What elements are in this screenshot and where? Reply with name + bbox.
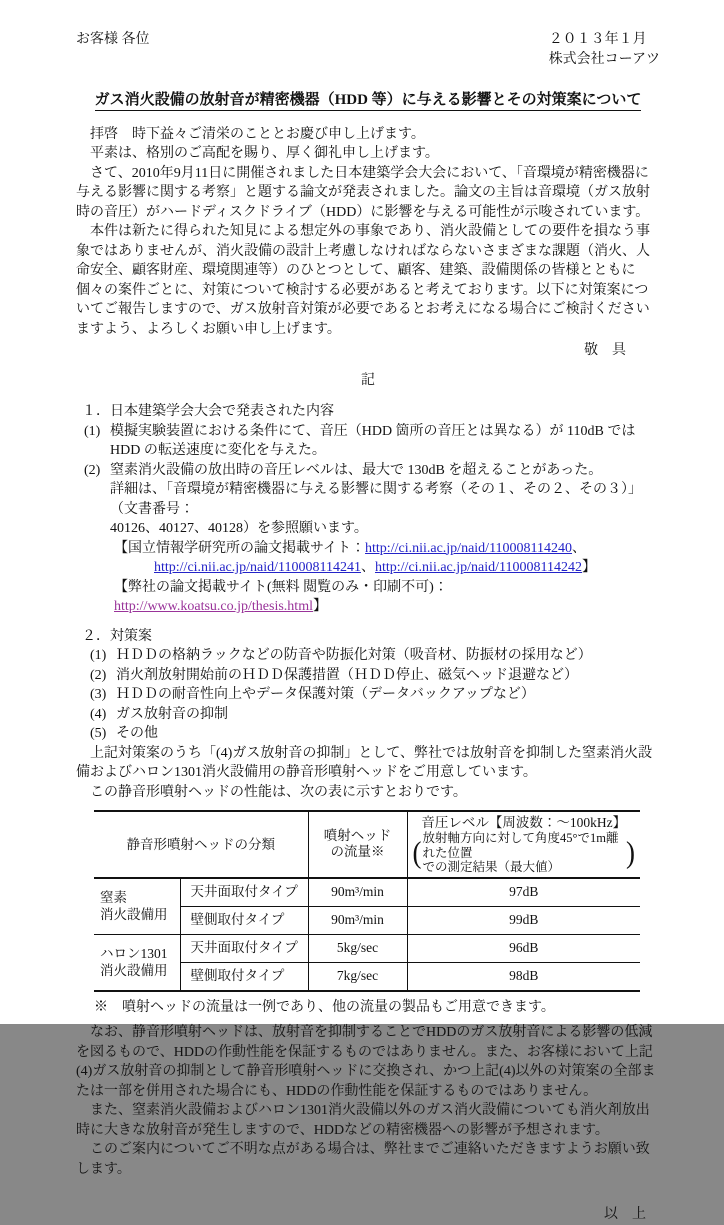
intro-paragraph-2: 本件は新たに得られた知見による想定外の事象であり、消火設備としての要件を損なう事象ではありませんが、消火設備の設計上考慮しなければならないさまざまな課題（消火、人命安全、顧客財産、環境関連等）のひとつとして、顧客、建築、設備関係の皆様とともに個々の案件ごとに、対策について検討する必要があると考えております。以下に対策案についてご報告しますので、ガス放射音対策が必要であるとお考えになる場合にご検討くださいますよう、よろしくお願い申し上げます。 <box>76 224 650 337</box>
company-name: 株式会社コーアツ <box>548 51 660 67</box>
notes-paragraph-1: なお、静音形噴射ヘッドは、放射音を抑制することでHDDのガス放射音による影響の低減を図るもので、HDDの作動性能を保証するものではありません。また、お客様において上記(4)ガス放射音の抑制として静音形噴射ヘッドに交換され、かつ上記(4)以外の対策案の全部または一部を併用された場合にも、HDDの作動性能を保証するものではありません。 <box>76 1025 656 1099</box>
header-sound-level: 音圧レベル【周波数：～100kHz】 ( 放射軸方向に対して角度45°で1m離れた位置 での測定結果（最大値） ) <box>407 811 640 878</box>
page-title: ガス消火設備の放射音が精密機器（HDD 等）に与える影響とその対策案について <box>76 91 660 111</box>
link-nii-paper-2[interactable]: http://ci.nii.ac.jp/naid/110008114241 <box>154 560 361 575</box>
section1-item2-detail-2: 40126、40127、40128）を参照願います。 <box>110 521 368 536</box>
item-label: (2) <box>84 462 101 478</box>
section2-item-3: (3) ＨＤＤの耐音性向上やデータ保護対策（データバックアップなど） <box>90 687 535 702</box>
intro-paragraph-1: さて、2010年9月11日に開催されました日本建築学会大会において、「音環境が精密機器に与える影響に関する考察」と題する論文が発表されました。論文の主旨は音環境（ガス放射時の音圧）がハードディスクドライブ（HDD）に影響を与える可能性が示唆されています。 <box>76 165 650 220</box>
level-value: 96dB <box>407 934 640 962</box>
section2-item-4: (4) ガス放射音の抑制 <box>90 706 228 722</box>
section1-item-2 <box>84 461 660 481</box>
link-nii-paper-1[interactable]: http://ci.nii.ac.jp/naid/110008114240 <box>365 540 573 556</box>
mount-type: 壁側取付タイプ <box>180 962 308 991</box>
item-text: 模擬実験装置における条件にて、音圧（HDD 箇所の音圧とは異なる）が 110dB では HDD の転送速度に変化を与えた。 <box>110 423 636 458</box>
flow-value: 90m³/min <box>308 906 407 934</box>
mount-type: 天井面取付タイプ <box>180 934 308 962</box>
section2-item-2: (2) 消火剤放射開始前のＨＤＤ保護措置（ＨＤＤ停止、磁気ヘッド退避など） <box>90 667 578 683</box>
table-row <box>94 878 640 907</box>
header-classification: 静音形噴射ヘッドの分類 <box>94 811 308 878</box>
notes-paragraph-3: このご案内についてご不明な点がある場合は、弊社までご連絡いただきますようお願い致します。 <box>76 1142 650 1177</box>
link-koatsu-thesis[interactable]: http://www.koatsu.co.jp/thesis.html <box>114 599 313 614</box>
greeting-line-1: 拝啓 時下益々ご清栄のこととお慶び申し上げます。 <box>76 126 425 142</box>
flow-value: 7kg/sec <box>308 962 407 991</box>
mount-type: 天井面取付タイプ <box>180 878 308 907</box>
links-line-2: http://ci.nii.ac.jp/naid/110008114241、http://ci.nii.ac.jp/naid/110008114242】 <box>154 560 596 575</box>
link-nii-paper-3[interactable]: http://ci.nii.ac.jp/naid/110008114242 <box>375 560 582 575</box>
section1-item-1 <box>84 422 660 461</box>
item-label: (1) <box>84 423 101 439</box>
silent-nozzle-performance-table <box>94 810 640 992</box>
notes-paragraph-2: また、窒素消火設備およびハロン1301消火設備以外のガス消火設備についても消火剤放出時に大きな放射音が発生しますので、HDDなどの精密機器への影響が予想されます。 <box>76 1103 650 1138</box>
level-value: 97dB <box>407 878 640 907</box>
level-value: 99dB <box>407 906 640 934</box>
sound-level-note: ( 放射軸方向に対して角度45°で1m離れた位置 での測定結果（最大値） ) <box>412 831 635 874</box>
closing-word: 敬 具 <box>584 343 626 358</box>
header-right-block <box>549 30 660 69</box>
section2-item-5: (5) その他 <box>90 726 158 741</box>
links-line-3: 【弊社の論文掲載サイト(無料 閲覧のみ・印刷不可)：http://www.koatsu.co.jp/thesis.html】 <box>114 579 448 614</box>
header-flow: 噴射ヘッド の流量※ <box>308 811 407 878</box>
recipient-line: お客様 各位 <box>76 32 150 47</box>
table-row <box>94 934 640 962</box>
record-mark: 記 <box>361 372 375 388</box>
table-header-row <box>94 811 640 878</box>
close-paren: ) <box>626 834 635 870</box>
table-footnote: ※ 噴射ヘッドの流量は一例であり、他の流量の製品もご用意できます。 <box>94 999 555 1015</box>
mount-type: 壁側取付タイプ <box>180 906 308 934</box>
item-text: 窒素消火設備の放出時の音圧レベルは、最大で 130dB を超えることがあった。 <box>110 462 603 478</box>
section1-item2-detail-1: 詳細は、「音環境が精密機器に与える影響に関する考察（その１、その２、その３）」（文書番号： <box>110 482 642 517</box>
section1-heading: １．日本建築学会大会で発表された内容 <box>82 404 334 419</box>
section2-paragraph-1: 上記対策案のうち「(4)ガス放射音の抑制」として、弊社では放射音を抑制した窒素消火設備およびハロン1301消火設備用の静音形噴射ヘッドをご用意しています。 <box>76 745 653 780</box>
greeting-line-2: 平素は、格別のご高配を賜り、厚く御礼申し上げます。 <box>76 146 439 161</box>
section2-item-1: (1) ＨＤＤの格納ラックなどの防音や防振化対策（吸音材、防振材の採用など） <box>90 648 592 663</box>
group-halon1301: ハロン1301 消火設備用 <box>94 934 180 991</box>
end-mark: 以 上 <box>604 1207 646 1222</box>
section2-heading: ２．対策案 <box>82 628 152 644</box>
date-line: ２０１３年１月 <box>548 32 647 47</box>
level-value: 98dB <box>407 962 640 991</box>
flow-value: 90m³/min <box>308 878 407 907</box>
links-line-1: 【国立情報学研究所の論文掲載サイト：http://ci.nii.ac.jp/naid/110008114240、 <box>114 540 587 556</box>
section2-paragraph-2: この静音形噴射ヘッドの性能は、次の表に示すとおりです。 <box>76 784 467 800</box>
document-header <box>76 30 660 69</box>
flow-value: 5kg/sec <box>308 934 407 962</box>
group-nitrogen: 窒素 消火設備用 <box>94 878 180 935</box>
open-paren: ( <box>412 834 422 870</box>
